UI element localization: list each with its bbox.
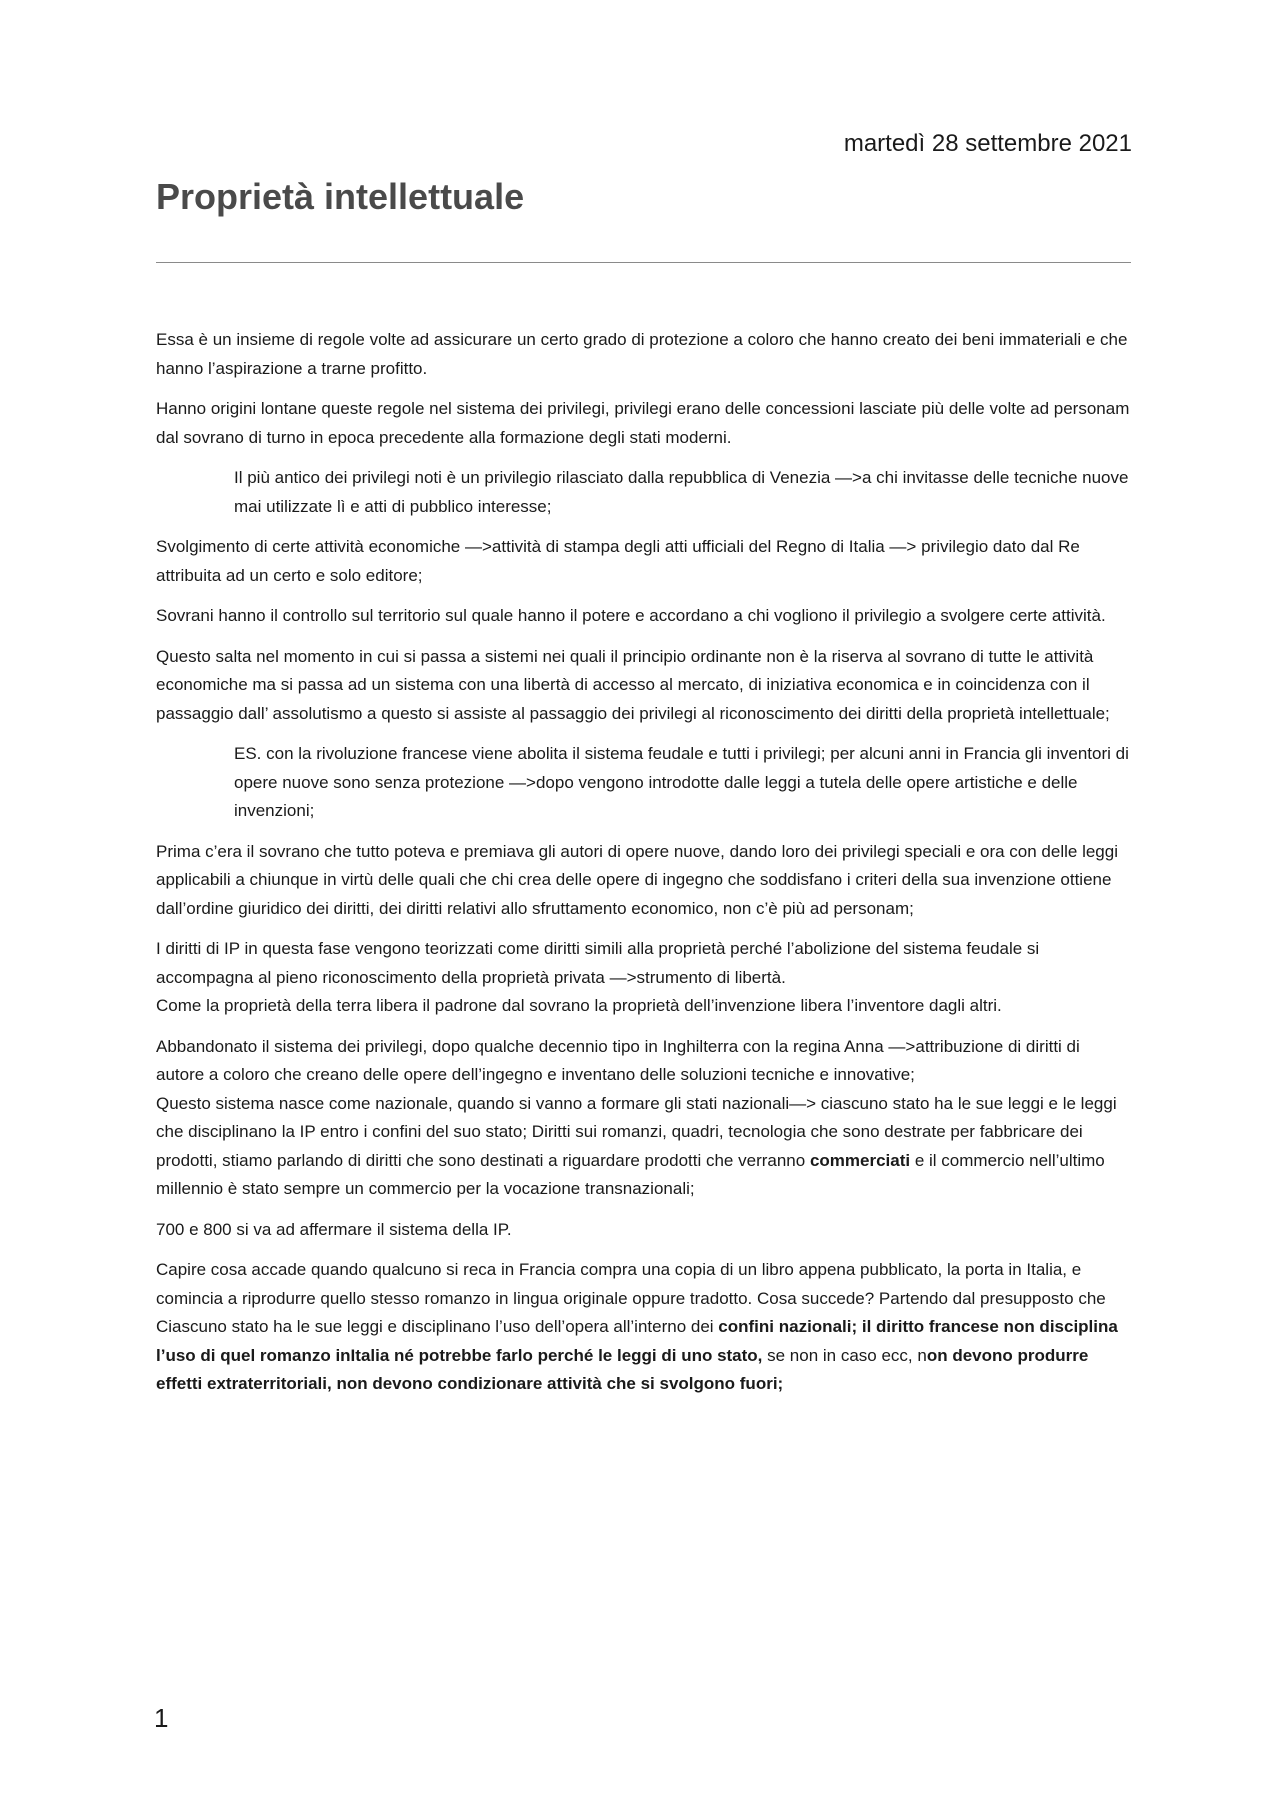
indented-paragraph: ES. con la rivoluzione francese viene abolita il sistema feudale e tutti i privilegi; per alcuni anni in Francia gli inventori di opere nuove sono senza protezione —>dopo vengono introdotte dalle leggi a tutela delle opere artistiche e delle invenzioni;	[234, 744, 1129, 820]
document-body	[156, 326, 1132, 1411]
paragraph: Questo salta nel momento in cui si passa a sistemi nei quali il principio ordinante non è la riserva al sovrano di tutte le attività economiche ma si passa ad un sistema con una libertà di accesso al mercato, di iniziativa economica e in coincidenza con il passaggio dall’ assolutismo a questo si assiste al passaggio dei privilegi al riconoscimento dei diritti della proprietà intellettuale;	[156, 646, 1110, 723]
paragraph: Abbandonato il sistema dei privilegi, dopo qualche decennio tipo in Inghilterra con la regina Anna —>attribuzione di diritti di autore a coloro che creano delle opere dell’ingegno e inventano delle soluzioni tecniche e innovative;	[156, 1036, 1080, 1084]
bold-text: on devono produrre effetti extraterritoriali, non devono condizionare attività che si svolgono fuori;	[156, 1345, 1089, 1393]
paragraph	[156, 1090, 1132, 1204]
text-run: Capire cosa accade quando qualcuno si reca in Francia compra una copia di un libro appena pubblicato, la porta in Italia, e comincia a riprodurre quello stesso romanzo in lingua originale oppure tradotto. Cosa succede? Partendo dal presupposto che Ciascuno stato ha le sue leggi e disciplinano l’uso dell’opera all’interno dei	[156, 1260, 1106, 1336]
text-run: se non in caso ecc, n	[762, 1345, 927, 1365]
paragraph: Prima c’era il sovrano che tutto poteva e premiava gli autori di opere nuove, dando loro dei privilegi speciali e ora con delle leggi applicabili a chiunque in virtù delle quali che chi crea delle opere di ingegno che soddisfano i criteri della sua invenzione ottiene dall’ordine giuridico dei diritti, dei diritti relativi allo sfruttamento economico, non c’è più ad personam;	[156, 841, 1118, 918]
indented-paragraph: Il più antico dei privilegi noti è un privilegio rilasciato dalla repubblica di Venezia —>a chi invitasse delle tecniche nuove mai utilizzate lì e atti di pubblico interesse;	[234, 468, 1129, 516]
title-divider	[156, 262, 1131, 263]
paragraph: 700 e 800 si va ad affermare il sistema della IP.	[156, 1219, 512, 1239]
text-run: Questo sistema nasce come nazionale, quando si vanno a formare gli stati nazionali—> ciascuno stato ha le sue leggi e le leggi che disciplinano la IP entro i confini del suo stato; Diritti sui romanzi, quadri, tecnologia che sono destrate per fabbricare dei prodotti, stiamo parlando di diritti che sono destinati a riguardare prodotti che verranno	[156, 1093, 1117, 1170]
paragraph: Svolgimento di certe attività economiche —>attività di stampa degli atti ufficiali del Regno di Italia —> privilegio dato dal Re attribuita ad un certo e solo editore;	[156, 537, 1080, 585]
paragraph: Come la proprietà della terra libera il padrone dal sovrano la proprietà dell’invenzione libera l’inventore dagli altri.	[156, 996, 1002, 1015]
paragraph: Sovrani hanno il controllo sul territorio sul quale hanno il potere e accordano a chi vogliono il privilegio a svolgere certe attività.	[156, 606, 1106, 625]
bold-text: commerciati	[809, 1150, 911, 1170]
text-run: e il commercio nell’ultimo millennio è stato sempre un commercio per la vocazione transnazionali;	[156, 1150, 1105, 1198]
page-number: 1	[154, 1703, 169, 1733]
document-title: Proprietà intellettuale	[156, 176, 525, 217]
bold-text: confini nazionali; il diritto francese non disciplina l’uso di quel romanzo inItalia né potrebbe farlo perché le leggi di uno stato,	[156, 1317, 1118, 1365]
document-date: martedì 28 settembre 2021	[843, 130, 1132, 157]
paragraph: Hanno origini lontane queste regole nel sistema dei privilegi, privilegi erano delle concessioni lasciate più delle volte ad personam dal sovrano di turno in epoca precedente alla formazione degli stati moderni.	[156, 399, 1130, 447]
paragraph: Essa è un insieme di regole volte ad assicurare un certo grado di protezione a coloro che hanno creato dei beni immateriali e che hanno l’aspirazione a trarne profitto.	[156, 330, 1128, 378]
paragraph	[156, 1256, 1132, 1399]
paragraph: I diritti di IP in questa fase vengono teorizzati come diritti simili alla proprietà perché l’abolizione del sistema feudale si accompagna al pieno riconoscimento della proprietà privata —>strumento di libertà.	[156, 939, 1040, 987]
